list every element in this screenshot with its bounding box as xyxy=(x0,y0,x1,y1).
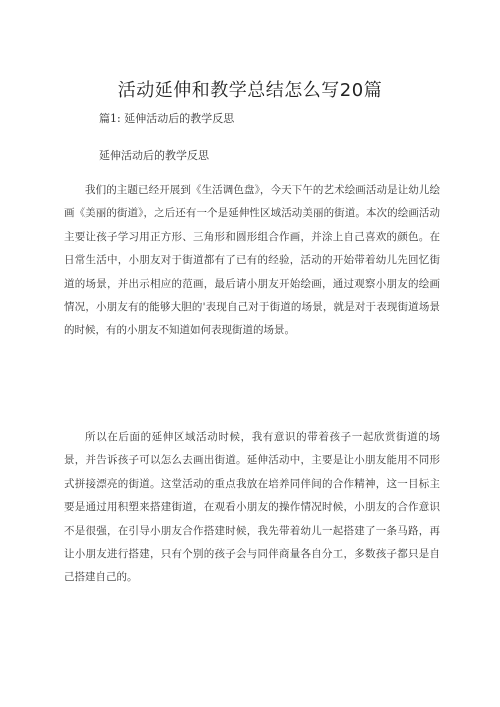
document-title: 活动延伸和教学总结怎么写20篇 xyxy=(117,80,383,101)
body-paragraph-2: 所以在后面的延伸区域活动时候，我有意识的带着孩子一起欣赏街道的场景，并告诉孩子可以怎么去画出街道。延伸活动中，主要是让小朋友能用不同形式拼接漂亮的街道。这堂活动的重点我放在培养同伴间的合作精神，这一目标主要是通过用积塑来搭建街道，在观看小朋友的操作情况时候，小朋友的合作意识不是很强，在引导小朋友合作搭建时候，我先带着幼儿一起搭建了一条马路，再让小朋友进行搭建，只有个别的孩子会与同伴商量各自分工，多数孩子都只是自己搭建自己的。 xyxy=(64,431,440,584)
section-heading: 篇1: 延伸活动后的教学反思 xyxy=(99,112,235,125)
sub-heading: 延伸活动后的教学反思 xyxy=(99,149,209,162)
body-paragraph-1: 我们的主题已经开展到《生活调色盘》，今天下午的艺术绘画活动是让幼儿绘画《美丽的街道》，之后还有一个是延伸性区域活动美丽的街道。本次的绘画活动主要让孩子学习用正方形、三角形和圆形组合作画，并涂上自己喜欢的颜色。在日常生活中，小朋友对于街道都有了已有的经验，活动的开始带着幼儿先回忆街道的场景，并出示相应的范画，最后请小朋友开始绘画，通过观察小朋友的绘画情况，小朋友有的能够大胆的'表现自己对于街道的场景，就是对于表现街道场景的时候，有的小朋友不知道如何表现街道的场景。 xyxy=(64,184,440,337)
